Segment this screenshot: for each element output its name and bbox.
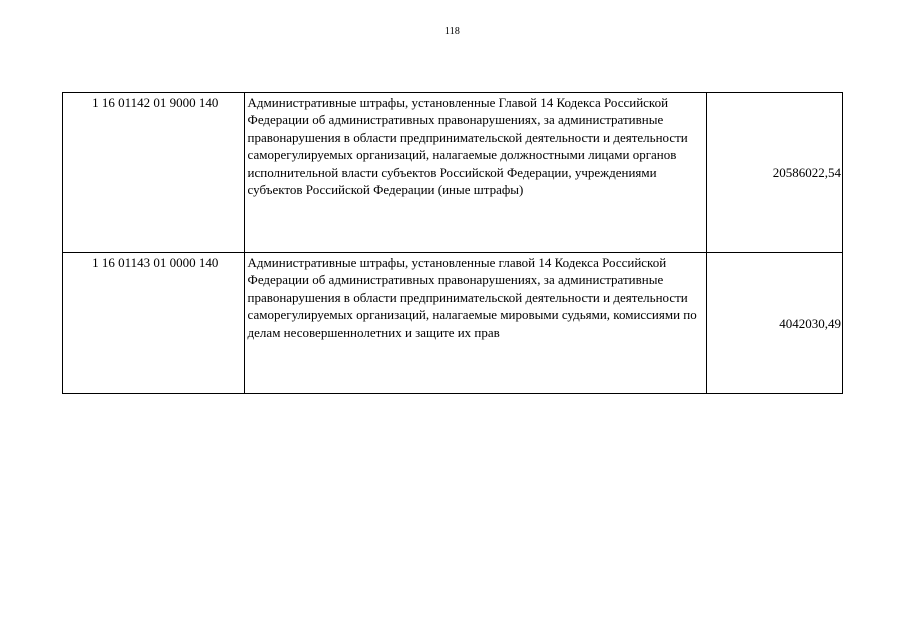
amount-cell: 20586022,54 — [707, 93, 843, 253]
amount-cell: 4042030,49 — [707, 253, 843, 394]
table-row — [63, 93, 843, 253]
budget-code-cell: 1 16 01142 01 9000 140 — [63, 93, 245, 253]
table-row — [63, 253, 843, 394]
page-number: 118 — [444, 26, 461, 37]
budget-code-cell: 1 16 01143 01 0000 140 — [63, 253, 245, 394]
description-cell: Административные штрафы, установленные Главой 14 Кодекса Российской Федерации об административных правонарушениях, за административные правонарушения в области предпринимательской деятельности и деятельности саморегулируемых организаций, налагаемые должностными лицами органов исполнительной власти субъектов Российской Федерации, учреждениями субъектов Российской Федерации (иные штрафы) — [244, 93, 707, 253]
budget-table — [62, 92, 843, 394]
description-cell: Административные штрафы, установленные главой 14 Кодекса Российской Федерации об административных правонарушениях, за административные правонарушения в области предпринимательской деятельности и деятельности саморегулируемых организаций, налагаемые мировыми судьями, комиссиями по делам несовершеннолетних и защите их прав — [244, 253, 707, 394]
